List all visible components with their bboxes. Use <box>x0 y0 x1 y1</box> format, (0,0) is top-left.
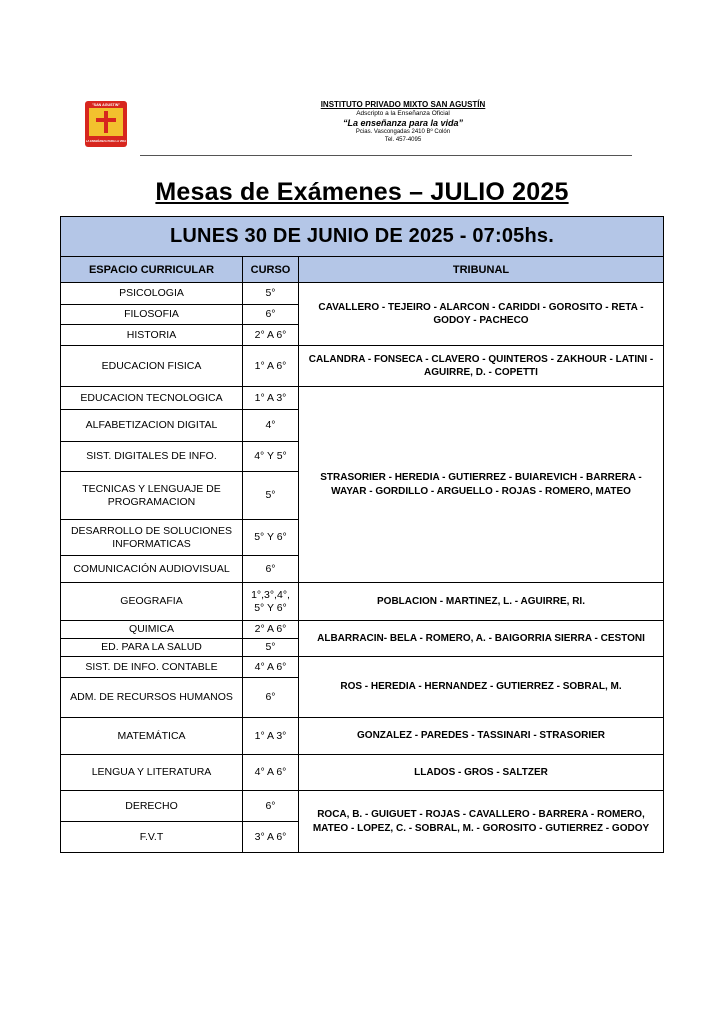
logo-text-bottom: LA ENSEÑANZA PARA LA VIDA <box>85 140 127 143</box>
table-row <box>61 387 664 410</box>
institute-name: INSTITUTO PRIVADO MIXTO SAN AGUSTÍN <box>320 100 486 109</box>
subject-cell: ALFABETIZACION DIGITAL <box>61 410 243 442</box>
subject-cell: LENGUA Y LITERATURA <box>61 755 243 791</box>
course-cell: 1° A 6° <box>243 346 299 387</box>
course-cell: 3° A 6° <box>243 822 299 853</box>
course-cell: 4° <box>243 410 299 442</box>
institute-phone: Tel. 457-4095 <box>384 136 422 143</box>
course-cell: 4° Y 5° <box>243 442 299 472</box>
exam-table <box>60 216 664 853</box>
table-row <box>61 718 664 755</box>
subject-cell: QUIMICA <box>61 621 243 639</box>
tribunal-cell: CALANDRA - FONSECA - CLAVERO - QUINTEROS - ZAKHOUR - LATINI - AGUIRRE, D. - COPETTI <box>299 346 664 387</box>
subject-cell: EDUCACION TECNOLOGICA <box>61 387 243 410</box>
table-row <box>61 621 664 639</box>
subject-cell: PSICOLOGIA <box>61 283 243 305</box>
subject-cell: MATEMÁTICA <box>61 718 243 755</box>
subject-cell: HISTORIA <box>61 325 243 346</box>
tribunal-cell: POBLACION - MARTINEZ, L. - AGUIRRE, RI. <box>299 583 664 621</box>
course-cell: 4° A 6° <box>243 657 299 678</box>
course-cell: 6° <box>243 791 299 822</box>
course-cell: 1° A 3° <box>243 718 299 755</box>
header-row <box>61 257 664 283</box>
subject-cell: TECNICAS Y LENGUAJE DE PROGRAMACION <box>61 472 243 520</box>
day-heading: LUNES 30 DE JUNIO DE 2025 - 07:05hs. <box>61 217 664 257</box>
institute-motto: “La enseñanza para la vida” <box>342 118 464 129</box>
course-cell: 5° <box>243 472 299 520</box>
table-row <box>61 346 664 387</box>
tribunal-cell: LLADOS - GROS - SALTZER <box>299 755 664 791</box>
course-cell: 1° A 3° <box>243 387 299 410</box>
tribunal-cell: ALBARRACIN- BELA - ROMERO, A. - BAIGORRIA SIERRA - CESTONI <box>299 621 664 657</box>
subject-cell: GEOGRAFIA <box>61 583 243 621</box>
institute-subtitle: Adscripto a la Enseñanza Oficial <box>356 110 450 117</box>
course-cell: 6° <box>243 678 299 718</box>
course-cell: 5° <box>243 639 299 657</box>
tribunal-cell: CAVALLERO - TEJEIRO - ALARCON - CARIDDI - GOROSITO - RETA - GODOY - PACHECO <box>299 283 664 346</box>
tribunal-cell: ROS - HEREDIA - HERNANDEZ - GUTIERREZ - SOBRAL, M. <box>299 657 664 718</box>
column-header-course: CURSO <box>243 257 299 283</box>
page-title: Mesas de Exámenes – JULIO 2025 <box>155 178 569 206</box>
column-header-subject: ESPACIO CURRICULAR <box>61 257 243 283</box>
subject-cell: SIST. DIGITALES DE INFO. <box>61 442 243 472</box>
subject-cell: ED. PARA LA SALUD <box>61 639 243 657</box>
tribunal-cell: GONZALEZ - PAREDES - TASSINARI - STRASORIER <box>299 718 664 755</box>
header-divider <box>140 155 632 156</box>
column-header-tribunal: TRIBUNAL <box>299 257 664 283</box>
tribunal-cell: ROCA, B. - GUIGUET - ROJAS - CAVALLERO - BARRERA - ROMERO, MATEO - LOPEZ, C. - SOBRAL, M. - GOROSITO - GUTIERREZ - GODOY <box>299 791 664 853</box>
table-row <box>61 583 664 621</box>
tribunal-cell: STRASORIER - HEREDIA - GUTIERREZ - BUIAREVICH - BARRERA - WAYAR - GORDILLO - ARGUELLO - ROJAS - ROMERO, MATEO <box>299 387 664 583</box>
subject-cell: ADM. DE RECURSOS HUMANOS <box>61 678 243 718</box>
institute-header <box>298 100 508 144</box>
table-row <box>61 283 664 305</box>
course-cell: 6° <box>243 556 299 583</box>
day-row <box>61 217 664 257</box>
logo-text-top: "SAN AGUSTIN" <box>91 103 121 107</box>
subject-cell: DERECHO <box>61 791 243 822</box>
subject-cell: F.V.T <box>61 822 243 853</box>
subject-cell: DESARROLLO DE SOLUCIONES INFORMATICAS <box>61 520 243 556</box>
subject-cell: COMUNICACIÓN AUDIOVISUAL <box>61 556 243 583</box>
subject-cell: EDUCACION FISICA <box>61 346 243 387</box>
course-cell: 5° <box>243 283 299 305</box>
course-cell: 1°,3°,4°, 5° Y 6° <box>243 583 299 621</box>
course-cell: 5° Y 6° <box>243 520 299 556</box>
course-cell: 6° <box>243 305 299 325</box>
institute-address: Pcias. Vascongadas 2410 Bº Colón <box>355 129 451 136</box>
course-cell: 2° A 6° <box>243 325 299 346</box>
course-cell: 2° A 6° <box>243 621 299 639</box>
subject-cell: SIST. DE INFO. CONTABLE <box>61 657 243 678</box>
table-row <box>61 755 664 791</box>
course-cell: 4° A 6° <box>243 755 299 791</box>
subject-cell: FILOSOFIA <box>61 305 243 325</box>
school-logo <box>81 99 131 149</box>
table-row <box>61 791 664 822</box>
table-row <box>61 657 664 678</box>
